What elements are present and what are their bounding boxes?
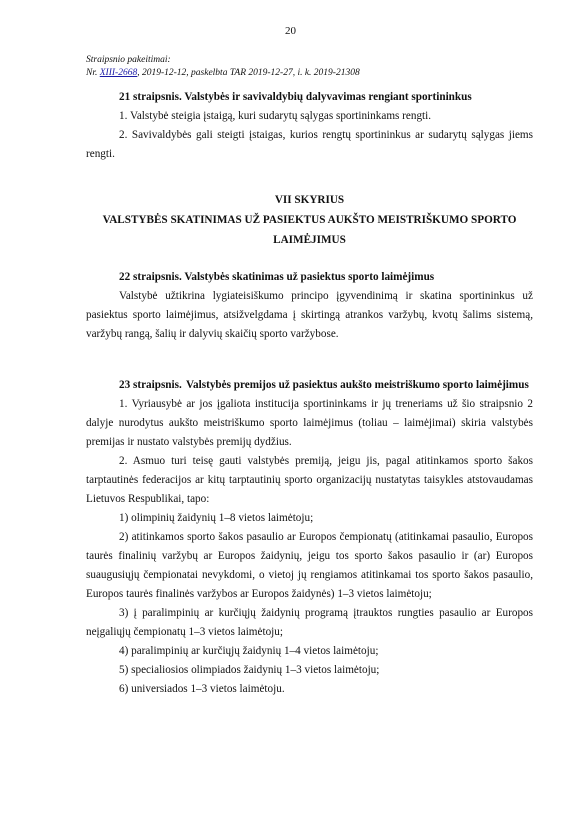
article-21-title: 21 straipsnis. Valstybės ir savivaldybių dalyvavimas rengiant sportininkus [119, 91, 472, 103]
article-22 [86, 268, 533, 344]
chapter-title-line-2: LAIMĖJIMUS [273, 234, 346, 246]
article-23 [86, 376, 533, 699]
article-23-paragraph-2: 2. Asmuo turi teisę gauti valstybės premiją, jeigu jis, pagal atitinkamos sporto šakos tarptautinės federacijos ar kitų tarptautinių sporto organizacijų nustatytas taisykles atstovaudamas Lietuvos Respublikai, tapo: [86, 455, 533, 505]
article-23-title [86, 376, 533, 395]
article-23-number: 23 straipsnis. [119, 379, 182, 391]
list-item: 6) universiados 1–3 vietos laimėtoju. [119, 683, 285, 695]
amendment-reference: Nr. XIII-2668, 2019-12-12, paskelbta TAR 2019-12-27, i. k. 2019-21308 [86, 68, 360, 78]
amendment-link[interactable]: XIII-2668 [99, 68, 138, 78]
list-item: 5) specialiosios olimpiados žaidynių 1–3 vietos laimėtoju; [119, 664, 380, 676]
list-item: 2) atitinkamos sporto šakos pasaulio ar Europos čempionatų (atitinkamai pasaulio, Europos taurės finalinių varžybų ar Europos žaidynių, jeigu tos sporto šakos pasaulio ir (ar) Europos suaugusiųjų čempionatai nevykdomi, o vietoj jų rengiamos atitinkamai tos sporto šakos pasaulio, Europos taurės finalinės varžybos ar Europos žaidynės) 1–3 vietos laimėtoju; [86, 531, 533, 600]
article-22-paragraph-1: Valstybė užtikrina lygiateisiškumo principo įgyvendinimą ir skatina sportininkus už pasiektus sporto laimėjimus, atsižvelgdama į skirtingą atrankos varžybų, kvotų šalims sistemą, varžybų rangą, šalių ir dalyvių skaičių sporto varžybose. [86, 290, 533, 340]
list-item: 4) paralimpinių ar kurčiųjų žaidynių 1–4 vietos laimėtoju; [119, 645, 379, 657]
list-item: 3) į paralimpinių ar kurčiųjų žaidynių programą įtrauktos rungties pasaulio ar Europos neįgaliųjų čempionatų 1–3 vietos laimėtoju; [86, 607, 533, 638]
chapter-heading [86, 190, 533, 250]
article-21-paragraph-1: 1. Valstybė steigia įstaigą, kuri sudarytų sąlygas sportininkams rengti. [119, 110, 432, 122]
article-22-title: 22 straipsnis. Valstybės skatinimas už pasiektus sporto laimėjimus [119, 271, 435, 283]
chapter-title-line-1: VALSTYBĖS SKATINIMAS UŽ PASIEKTUS AUKŠTO MEISTRIŠKUMO SPORTO [102, 214, 517, 226]
article-21-paragraph-2: 2. Savivaldybės gali steigti įstaigas, kurios rengtų sportininkus ar sudarytų sąlygas jiems rengti. [86, 129, 533, 160]
list-item: 1) olimpinių žaidynių 1–8 vietos laimėtoju; [119, 512, 314, 524]
article-23-title-text: Valstybės premijos už pasiektus aukšto meistriškumo sporto laimėjimus [186, 379, 529, 391]
chapter-number: VII SKYRIUS [274, 194, 345, 206]
article-21 [86, 88, 533, 164]
page-number: 20 [285, 25, 296, 37]
amendments-heading: Straipsnio pakeitimai: [86, 55, 171, 65]
article-23-paragraph-1: 1. Vyriausybė ar jos įgaliota institucija sportininkams ir jų treneriams už šio straipsnio 2 dalyje nurodytus aukšto meistriškumo sporto laimėjimus (toliau – laimėjimai) skiria valstybės premijas ir nustato valstybės premijų dydžius. [86, 398, 533, 448]
